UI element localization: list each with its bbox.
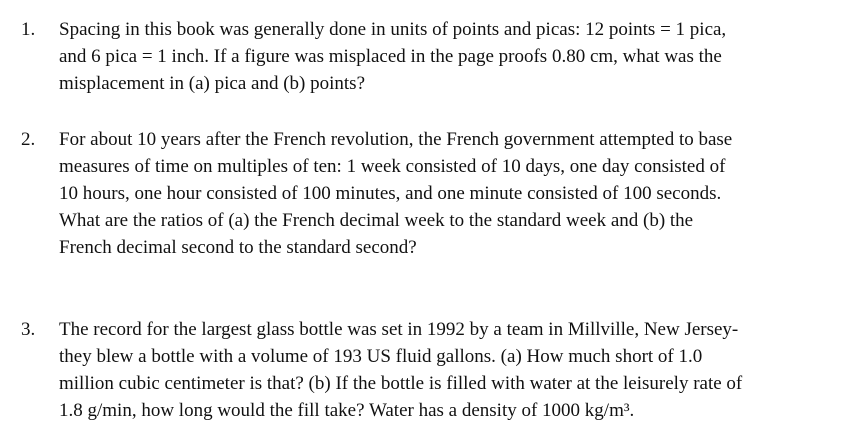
problem-text-line: 1.8 g/min, how long would the fill take? Water has a density of 1000 kg/m³. [59,400,635,421]
problem-text-line: For about 10 years after the French revolution, the French government attempted to base [59,129,733,150]
problem-text-line: and 6 pica = 1 inch. If a figure was misplaced in the page proofs 0.80 cm, what was the [59,46,722,67]
problem-text-line: Spacing in this book was generally done in units of points and picas: 12 points = 1 pica, [59,19,727,40]
problem-text-line: The record for the largest glass bottle was set in 1992 by a team in Millville, New Jersey- [59,319,739,340]
problem-text-line: 10 hours, one hour consisted of 100 minutes, and one minute consisted of 100 seconds. [59,183,722,204]
problem-number: 1. [21,19,36,40]
problem-number: 3. [21,319,36,340]
problem-text-line: million cubic centimeter is that? (b) If the bottle is filled with water at the leisurely rate of [59,373,743,394]
problem-text-line: What are the ratios of (a) the French decimal week to the standard week and (b) the [59,210,694,231]
problem-text-line: misplacement in (a) pica and (b) points? [59,73,366,94]
problem-text-line: measures of time on multiples of ten: 1 week consisted of 10 days, one day consisted of [59,156,726,177]
problem-text-line: French decimal second to the standard second? [59,237,417,258]
problem-number: 2. [21,129,36,150]
problem-text-line: they blew a bottle with a volume of 193 US fluid gallons. (a) How much short of 1.0 [59,346,703,367]
